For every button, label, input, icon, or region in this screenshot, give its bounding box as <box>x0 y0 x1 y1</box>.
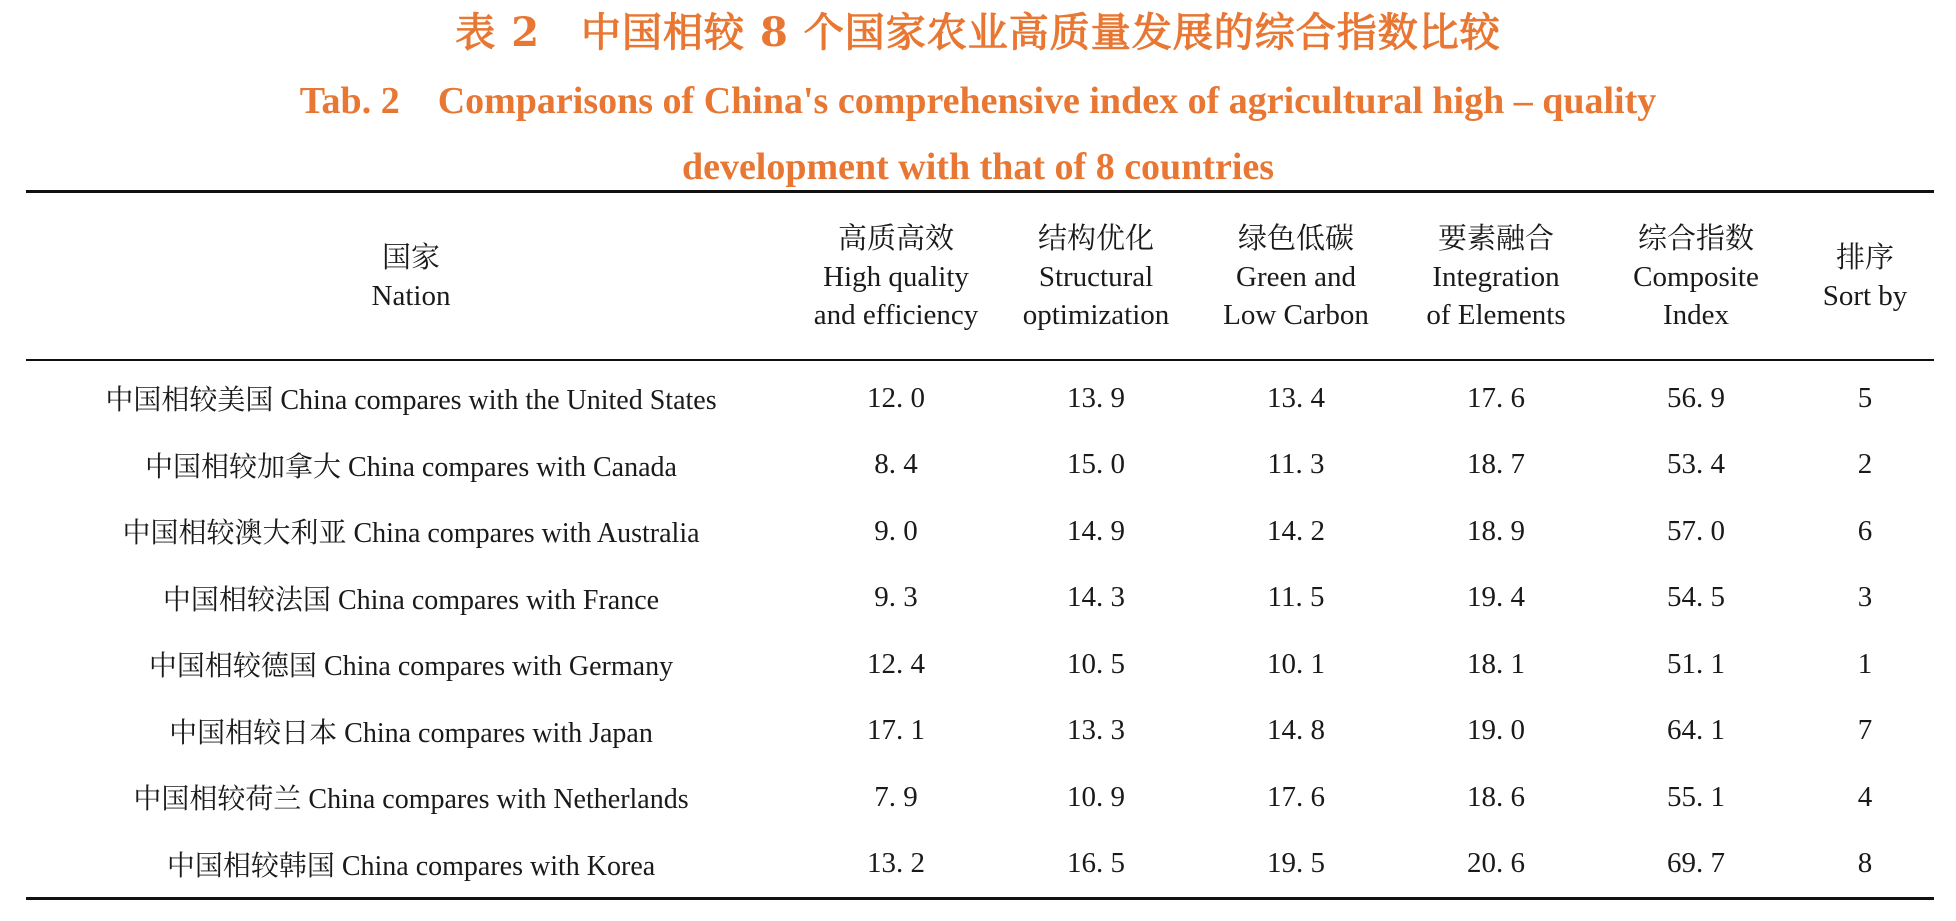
table-row <box>26 565 1934 632</box>
sort-value-cell: 4 <box>1857 780 1873 813</box>
high-quality-value-cell: 7. 9 <box>874 780 918 813</box>
high-quality-value-cell: 12. 0 <box>867 381 925 414</box>
header-label-en: High quality <box>823 261 969 293</box>
structural-value-cell: 13. 9 <box>1067 381 1125 414</box>
composite-value-cell: 54. 5 <box>1667 581 1725 614</box>
integration-value-cell: 19. 0 <box>1467 714 1525 747</box>
header-label-en-line-2: and efficiency <box>813 299 979 331</box>
header-composite <box>1596 192 1796 361</box>
header-label-zh: 结构优化 <box>1037 221 1154 255</box>
integration-value-cell: 20. 6 <box>1467 847 1525 880</box>
table-row <box>26 831 1934 899</box>
caption-english-line-1: Tab. 2 Comparisons of China's comprehensive index of agricultural high – quality <box>299 80 1657 122</box>
table-body <box>26 360 1934 899</box>
green-value-cell: 11. 5 <box>1267 581 1325 614</box>
integration-value-cell: 19. 4 <box>1467 581 1525 614</box>
nation-name-zh: 中国相较澳大利亚 <box>122 516 347 550</box>
high-quality-value-cell: 12. 4 <box>867 647 925 680</box>
structural-value-cell: 14. 9 <box>1067 514 1125 547</box>
nation-name-zh: 中国相较法国 <box>162 582 331 616</box>
nation-cell <box>26 764 796 831</box>
nation-name-zh: 中国相较美国 <box>105 383 274 417</box>
header-label-en: Integration <box>1432 261 1560 293</box>
structural-value-cell: 14. 3 <box>1067 581 1125 614</box>
integration-value-cell: 18. 9 <box>1467 514 1525 547</box>
caption-english <box>0 68 1956 200</box>
integration-value-cell: 18. 7 <box>1467 448 1525 481</box>
high-quality-value-cell: 13. 2 <box>867 847 925 880</box>
header-label-zh: 高质高效 <box>837 221 954 255</box>
header-label-zh: 综合指数 <box>1637 221 1754 255</box>
sort-value-cell: 1 <box>1857 647 1873 680</box>
header-structural <box>996 192 1196 361</box>
nation-cell <box>26 360 796 432</box>
table-row <box>26 764 1934 831</box>
composite-value-cell: 56. 9 <box>1667 381 1725 414</box>
header-label-zh: 国家 <box>381 240 440 274</box>
composite-value-cell: 55. 1 <box>1667 780 1725 813</box>
structural-value-cell: 13. 3 <box>1067 714 1125 747</box>
composite-value-cell: 53. 4 <box>1667 448 1725 481</box>
nation-name-zh: 中国相较韩国 <box>166 848 335 882</box>
nation-name-en: China compares with Korea <box>341 850 656 882</box>
structural-value-cell: 15. 0 <box>1067 448 1125 481</box>
nation-name-en: China compares with France <box>337 584 660 616</box>
nation-cell <box>26 432 796 499</box>
table-row <box>26 432 1934 499</box>
header-green <box>1196 192 1396 361</box>
header-label-zh: 绿色低碳 <box>1237 221 1354 255</box>
header-label-en-line-2: Low Carbon <box>1223 299 1369 331</box>
header-label-en: Sort by <box>1822 280 1908 312</box>
sort-value-cell: 7 <box>1857 714 1873 747</box>
sort-value-cell: 8 <box>1857 847 1873 880</box>
nation-cell <box>26 831 796 899</box>
header-label-en-line-2: of Elements <box>1426 299 1566 331</box>
sort-value-cell: 5 <box>1857 381 1873 414</box>
sort-value-cell: 6 <box>1857 514 1873 547</box>
nation-name-zh: 中国相较加拿大 <box>145 449 342 483</box>
high-quality-value-cell: 17. 1 <box>867 714 925 747</box>
header-label-en: Green and <box>1236 261 1356 293</box>
composite-value-cell: 69. 7 <box>1667 847 1725 880</box>
header-label-en-line-2: optimization <box>1022 299 1170 331</box>
structural-value-cell: 10. 5 <box>1067 647 1125 680</box>
header-label-en: Nation <box>371 280 451 312</box>
green-value-cell: 17. 6 <box>1267 780 1325 813</box>
header-sort <box>1796 192 1934 361</box>
nation-name-en: China compares with the United States <box>280 385 717 417</box>
integration-value-cell: 18. 6 <box>1467 780 1525 813</box>
structural-value-cell: 16. 5 <box>1067 847 1125 880</box>
integration-value-cell: 17. 6 <box>1467 381 1525 414</box>
green-value-cell: 14. 2 <box>1267 514 1325 547</box>
integration-value-cell: 18. 1 <box>1467 647 1525 680</box>
nation-name-en: China compares with Netherlands <box>308 784 689 816</box>
table-row <box>26 498 1934 565</box>
high-quality-value-cell: 8. 4 <box>874 448 918 481</box>
nation-name-zh: 中国相较德国 <box>148 649 317 683</box>
nation-name-en: China compares with Japan <box>344 717 653 749</box>
nation-name-zh: 中国相较荷兰 <box>133 782 302 816</box>
nation-cell <box>26 565 796 632</box>
green-value-cell: 10. 1 <box>1267 647 1325 680</box>
header-row <box>26 192 1934 361</box>
green-value-cell: 11. 3 <box>1267 448 1325 481</box>
nation-cell <box>26 698 796 765</box>
nation-cell <box>26 498 796 565</box>
header-nation <box>26 192 796 361</box>
table-row <box>26 631 1934 698</box>
comparison-table <box>26 190 1934 900</box>
header-label-en-line-2: Index <box>1662 299 1730 331</box>
caption-english-line-2: development with that of 8 countries <box>681 146 1275 188</box>
table-row <box>26 360 1934 432</box>
nation-name-en: China compares with Australia <box>353 518 700 550</box>
nation-name-en: China compares with Germany <box>323 651 674 683</box>
structural-value-cell: 10. 9 <box>1067 780 1125 813</box>
green-value-cell: 19. 5 <box>1267 847 1325 880</box>
nation-name-en: China compares with Canada <box>348 451 677 483</box>
green-value-cell: 14. 8 <box>1267 714 1325 747</box>
green-value-cell: 13. 4 <box>1267 381 1325 414</box>
header-high-quality <box>796 192 996 361</box>
table-header <box>26 192 1934 361</box>
high-quality-value-cell: 9. 0 <box>874 514 918 547</box>
caption-chinese: 表 2 中国相较 8 个国家农业高质量发展的综合指数比较 <box>455 9 1501 56</box>
high-quality-value-cell: 9. 3 <box>874 581 918 614</box>
header-label-en: Composite <box>1633 261 1759 293</box>
nation-name-zh: 中国相较日本 <box>169 715 338 749</box>
sort-value-cell: 2 <box>1857 448 1873 481</box>
composite-value-cell: 64. 1 <box>1667 714 1725 747</box>
header-integration <box>1396 192 1596 361</box>
header-label-zh: 排序 <box>1835 240 1894 274</box>
composite-value-cell: 57. 0 <box>1667 514 1725 547</box>
header-label-en: Structural <box>1038 261 1154 293</box>
table-row <box>26 698 1934 765</box>
nation-cell <box>26 631 796 698</box>
composite-value-cell: 51. 1 <box>1667 647 1725 680</box>
sort-value-cell: 3 <box>1857 581 1873 614</box>
header-label-zh: 要素融合 <box>1437 221 1554 255</box>
